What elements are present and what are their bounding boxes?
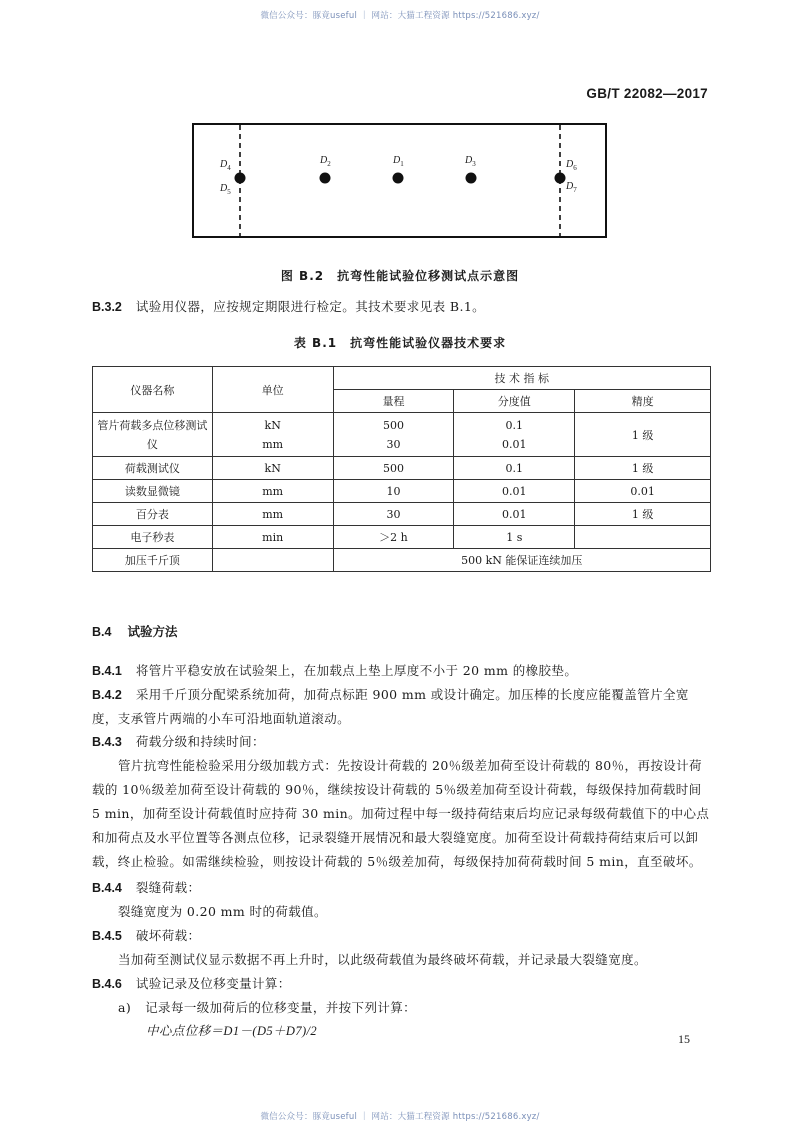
label-d1: $D_1$ <box>393 155 404 168</box>
clause-number: B.4.6 <box>92 977 122 991</box>
cell-unit <box>212 413 333 457</box>
cell-accuracy <box>575 526 711 549</box>
section-number: B.4 <box>92 625 112 639</box>
clause-b-4-4-body: 裂缝宽度为 0.20 mm 时的荷载值。 <box>118 904 327 919</box>
clause-b-4-5 <box>92 924 712 948</box>
cell-accuracy: 1 级 <box>575 457 711 480</box>
list-text: 记录每一级加荷后的位移变量，并按下列计算： <box>145 1000 417 1015</box>
cell-unit: min <box>212 526 333 549</box>
label-d6: $D_6$ <box>566 159 577 172</box>
clause-number: B.4.2 <box>92 688 122 702</box>
cell-division: 0.01 <box>454 480 575 503</box>
cell-division: 1 s <box>454 526 575 549</box>
cell-spanned-spec: 500 kN 能保证连续加压 <box>333 549 710 572</box>
clause-title: 试验记录及位移变量计算： <box>135 976 291 991</box>
cell-division: 0.01 <box>454 503 575 526</box>
cell-range-2: 30 <box>386 437 401 451</box>
cell-range: 500 <box>333 457 454 480</box>
table-row <box>93 413 711 457</box>
cell-unit: mm <box>212 480 333 503</box>
cell-unit-2: mm <box>262 437 284 451</box>
cell-unit-1: kN <box>264 418 281 432</box>
instrument-requirements-table <box>92 366 711 572</box>
clause-text: 试验用仪器，应按规定期限进行检定。其技术要求见表 B.1。 <box>135 299 486 314</box>
clause-title: 荷载分级和持续时间： <box>135 734 265 749</box>
label-d7: $D_7$ <box>566 181 577 194</box>
point-d6-d7 <box>555 173 566 184</box>
cell-unit: kN <box>212 457 333 480</box>
clause-b-4-4 <box>92 876 712 900</box>
clause-b-4-3-body: 管片抗弯性能检验采用分级加载方式：先按设计荷载的 20％级差加荷至设计荷载的 80％，再按设计荷载的 10％级差加荷至设计荷载的 90％，继续按设计荷载的 5％级差加荷至设计荷载，每级保持加荷载时间 5 min，加荷至设计荷载值时应持荷 30 min。加荷过程中每一级持荷结束后均应记录每级荷载值下的中心点和加荷点及水平位置等各测点位移，记录裂缝开展情况和最大裂缝宽度。加荷至设计荷载持荷结束后可以卸载，终止检验。如需继续检验，则按设计荷载的 5％级差加荷，每级保持加荷荷载时间 5 min，直至破坏。 <box>92 758 710 869</box>
cell-range: 10 <box>333 480 454 503</box>
table-row <box>93 526 711 549</box>
label-d4: $D_4$ <box>220 159 231 172</box>
cell-range-1: 500 <box>382 418 404 432</box>
clause-number: B.4.3 <box>92 735 122 749</box>
figure-drawing <box>194 125 605 236</box>
clause-b-4-6 <box>92 972 712 996</box>
cell-name: 荷载测试仪 <box>93 457 213 480</box>
list-item-a <box>118 996 708 1020</box>
clause-b-4-1 <box>92 659 712 683</box>
header-division: 分度值 <box>454 390 575 413</box>
clause-number: B.4.1 <box>92 664 122 678</box>
clause-b-4-5-body: 当加荷至测试仪显示数据不再上升时，以此级荷载值为最终破坏荷载，并记录最大裂缝宽度。 <box>118 952 647 967</box>
header-unit: 单位 <box>212 367 333 413</box>
header-range: 量程 <box>333 390 454 413</box>
point-d3 <box>466 173 477 184</box>
cell-accuracy: 1 级 <box>575 413 711 457</box>
top-watermark: 微信公众号：豚竟useful ｜ 网站：大猫工程资源 https://521686.xyz/ <box>260 11 540 21</box>
header-tech: 技 术 指 标 <box>333 367 710 390</box>
section-title: 试验方法 <box>127 624 178 639</box>
cell-name: 百分表 <box>93 503 213 526</box>
standard-number: GB/T 22082—2017 <box>586 86 708 101</box>
list-marker: a) <box>118 1000 132 1015</box>
point-d1 <box>393 173 404 184</box>
label-d2: $D_2$ <box>320 155 331 168</box>
clause-number: B.3.2 <box>92 300 122 314</box>
clause-b-4-2 <box>92 683 712 731</box>
cell-division-2: 0.01 <box>502 437 527 451</box>
cell-division-1: 0.1 <box>505 418 524 432</box>
section-b-4-heading <box>92 622 177 640</box>
page-number: 15 <box>678 1032 690 1046</box>
clause-b-3-2 <box>92 295 712 319</box>
cell-accuracy: 1 级 <box>575 503 711 526</box>
point-d4-d5 <box>235 173 246 184</box>
table-title: 表 B.1 抗弯性能试验仪器技术要求 <box>293 336 507 350</box>
clause-number: B.4.5 <box>92 929 122 943</box>
figure-caption: 图 B.2 抗弯性能试验位移测试点示意图 <box>280 269 520 283</box>
cell-unit <box>212 549 333 572</box>
cell-name: 管片荷载多点位移测试仪 <box>93 413 213 457</box>
clause-text: 将管片平稳安放在试验架上，在加载点上垫上厚度不小于 20 mm 的橡胶垫。 <box>135 663 578 678</box>
clause-title: 裂缝荷载： <box>135 880 201 895</box>
displacement-points-figure <box>192 123 607 238</box>
cell-name: 加压千斤顶 <box>93 549 213 572</box>
cell-name: 电子秒表 <box>93 526 213 549</box>
clause-text: 采用千斤顶分配梁系统加荷，加荷点标距 900 mm 或设计确定。加压棒的长度应能覆盖管片全宽度，支承管片两端的小车可沿地面轨道滚动。 <box>92 687 689 726</box>
table-row <box>93 480 711 503</box>
cell-range <box>333 413 454 457</box>
cell-range: ＞2 h <box>333 526 454 549</box>
cell-unit: mm <box>212 503 333 526</box>
cell-accuracy: 0.01 <box>575 480 711 503</box>
cell-range: 30 <box>333 503 454 526</box>
cell-division: 0.1 <box>454 457 575 480</box>
clause-title: 破坏荷载： <box>135 928 201 943</box>
cell-name: 读数显微镜 <box>93 480 213 503</box>
point-d2 <box>320 173 331 184</box>
table-row <box>93 503 711 526</box>
header-instrument: 仪器名称 <box>93 367 213 413</box>
clause-b-4-3 <box>92 730 712 754</box>
clause-number: B.4.4 <box>92 881 122 895</box>
bottom-watermark: 微信公众号：豚竟useful ｜ 网站：大猫工程资源 https://521686.xyz/ <box>260 1112 540 1122</box>
table-row <box>93 457 711 480</box>
cell-division <box>454 413 575 457</box>
label-d3: $D_3$ <box>465 155 476 168</box>
center-displacement-formula: 中心点位移＝D1－(D5＋D7)/2 <box>146 1024 318 1038</box>
table-row <box>93 549 711 572</box>
label-d5: $D_5$ <box>220 183 231 196</box>
header-accuracy: 精度 <box>575 390 711 413</box>
